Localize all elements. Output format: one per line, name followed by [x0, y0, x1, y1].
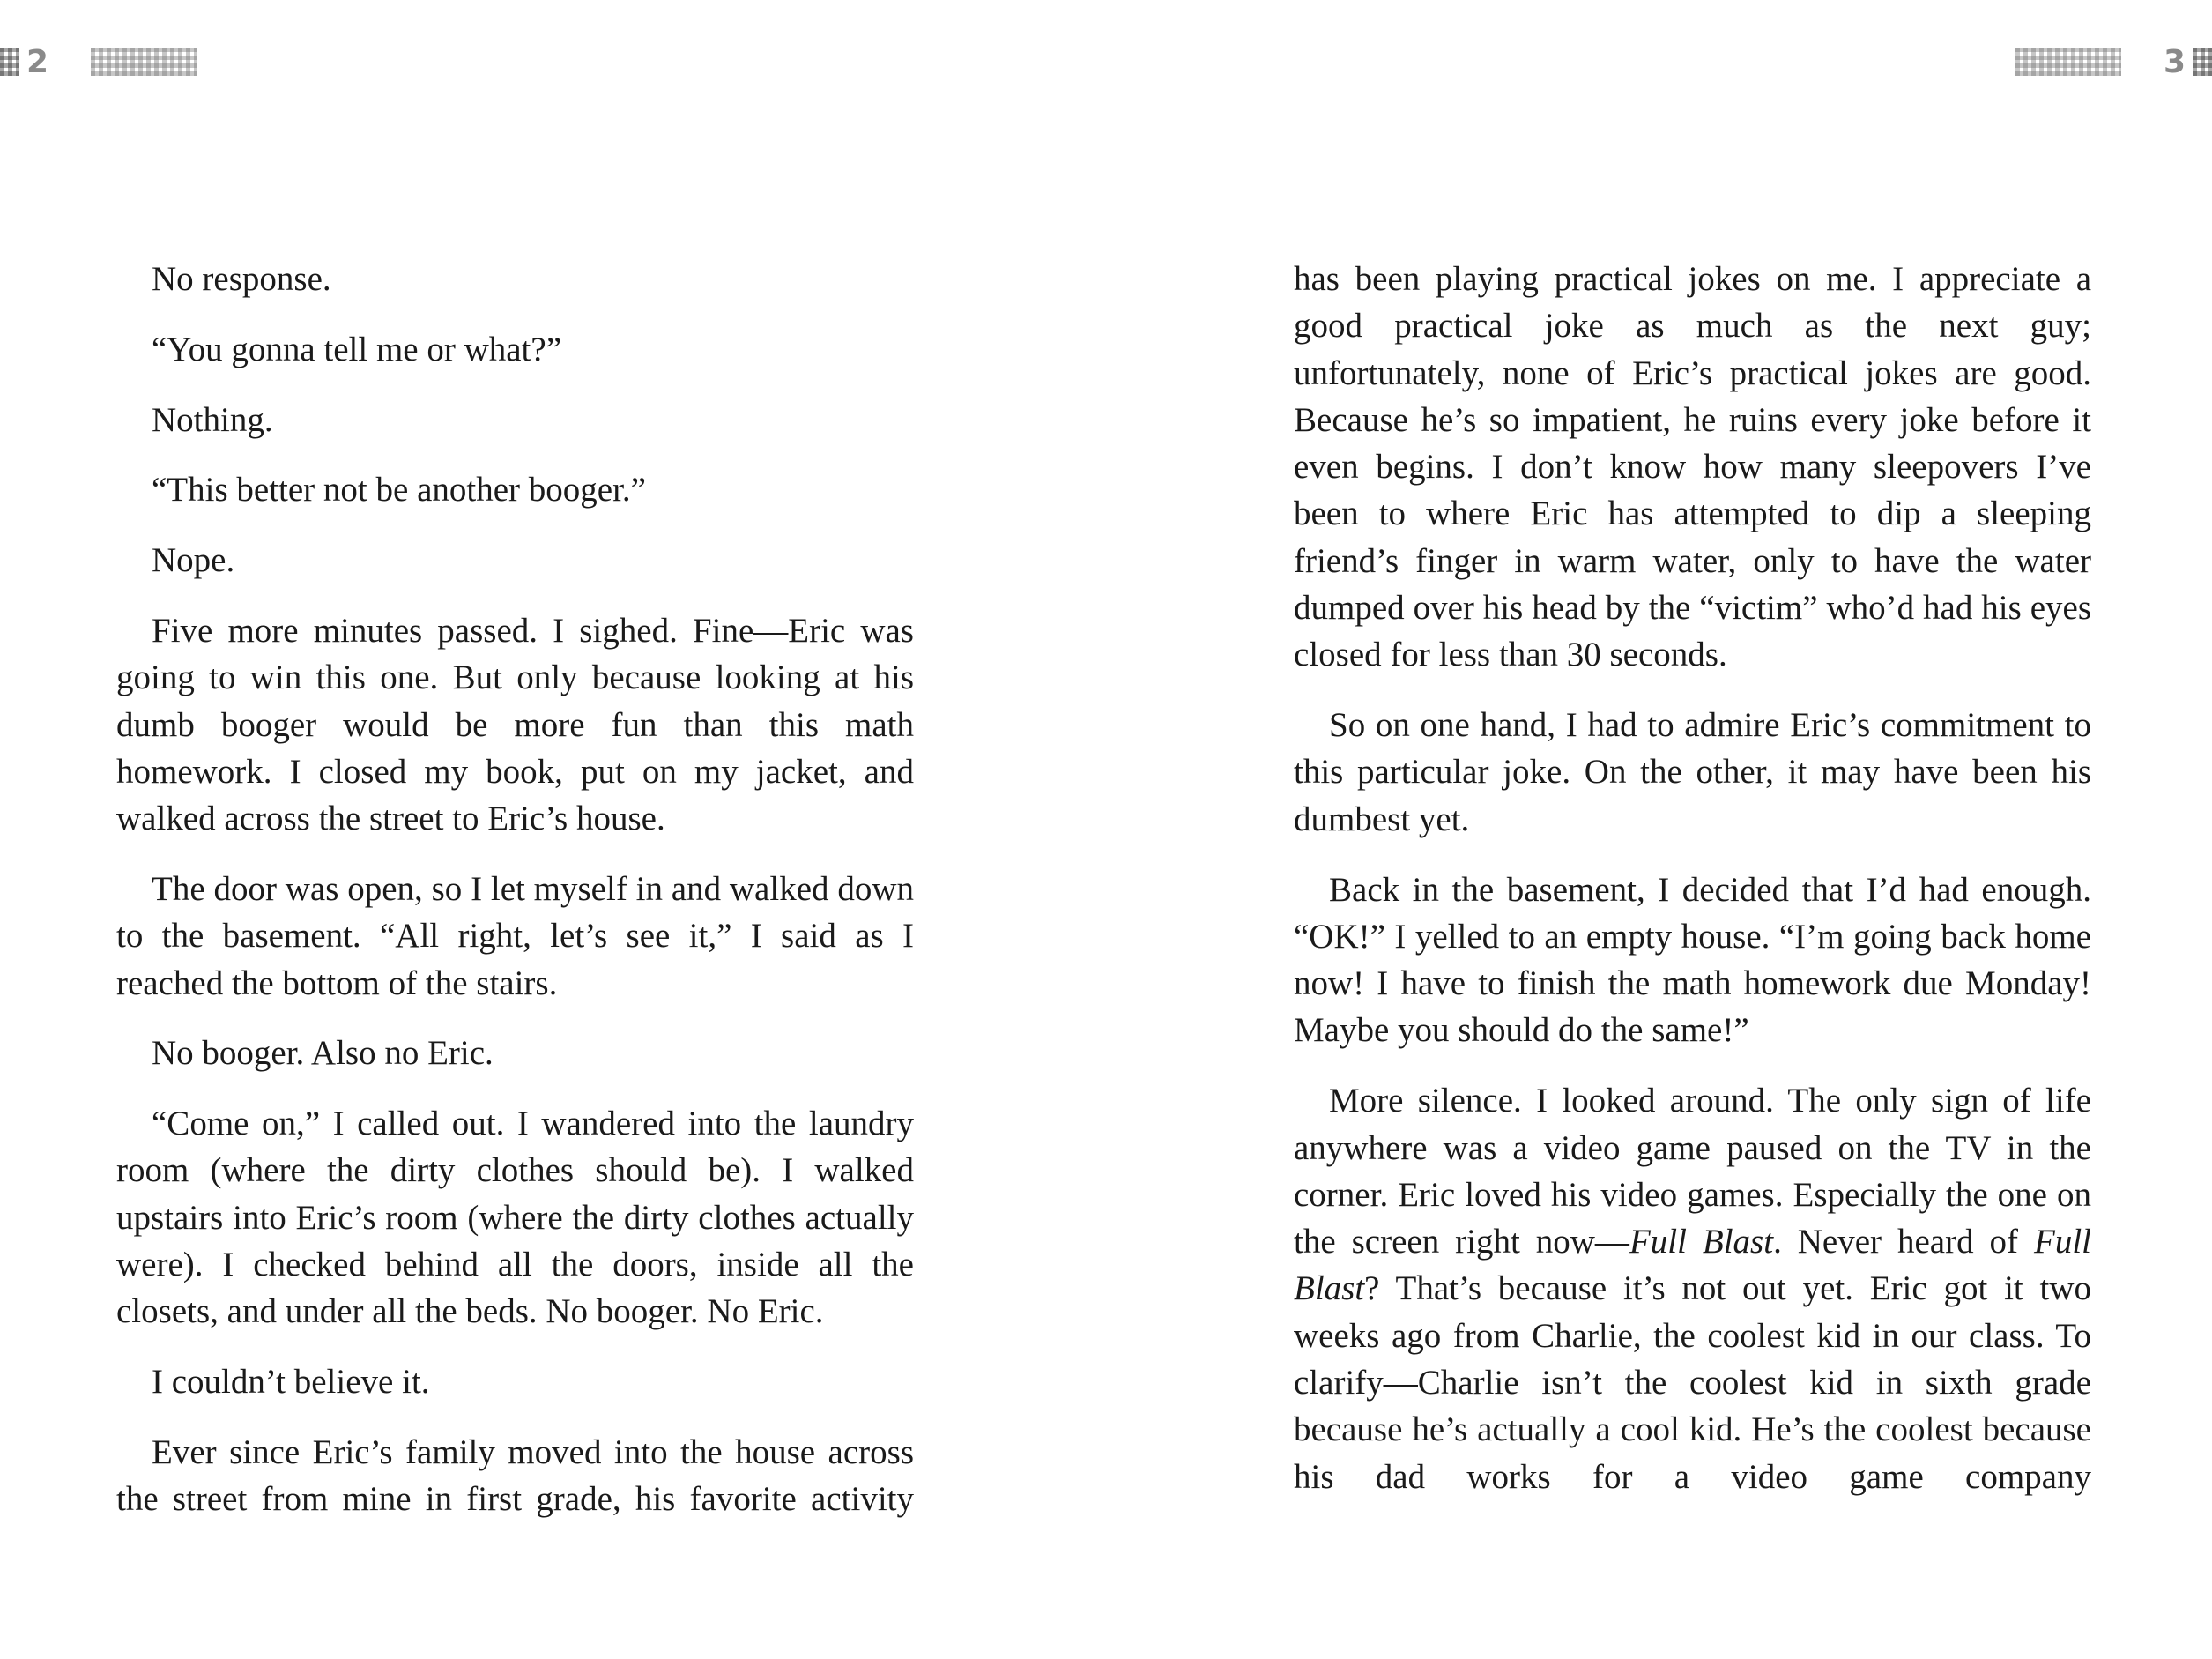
paragraph [1294, 1077, 2091, 1500]
left-page-body [116, 256, 914, 1523]
page-number-left: 2 [26, 43, 49, 80]
paragraph: Nope. [152, 541, 235, 580]
paragraph: Five more minutes passed. I sighed. Fine—Eric was going to win this one. But only because looking at his dumb booger would be more fun than this math homework. I closed my book, put on my jacket, and walked across the street to Eric’s house. [116, 611, 914, 838]
paragraph: So on one hand, I had to admire Eric’s commitment to this particular joke. On the other, it may have been his dumbest yet. [1294, 706, 2091, 838]
text-run: . Never heard of [1773, 1223, 2034, 1261]
paragraph: Nothing. [152, 400, 273, 439]
header-ornament [2193, 48, 2212, 76]
paragraph: Ever since Eric’s family moved into the house across the street from mine in first grade, his favorite activity [116, 1432, 914, 1519]
paragraph: has been playing practical jokes on me. I appreciate a good practical joke as much as the next guy; unfortunately, none of Eric’s practical jokes are good. Because he’s so impatient, he ruins every joke before it even begins. I don’t know how many sleepovers I’ve been to where Eric has attempted to dip a sleeping friend’s finger in warm water, only to have the water dumped over his head by the “victim” who’d had his eyes closed for less than 30 seconds. [1294, 260, 2091, 674]
right-page [1106, 0, 2212, 1659]
paragraph: “You gonna tell me or what?” [152, 330, 562, 368]
right-page-body [1294, 256, 2091, 1500]
right-page-header [2015, 42, 2212, 81]
text-run: ? That’s because it’s not out yet. Eric got it two weeks ago from Charlie, the coolest kid in our class. To clarify—Charlie isn’t the coolest kid in sixth grade because he’s actually a cool kid. He’s the coolest because his dad works for a video game company [1294, 1269, 2091, 1496]
paragraph: I couldn’t believe it. [152, 1363, 430, 1402]
paragraph: Back in the basement, I decided that I’d had enough. “OK!” I yelled to an empty house. “I’m going back home now! I have to finish the math homework due Monday! Maybe you should do the same!” [1294, 870, 2091, 1050]
running-head-ornament [2015, 48, 2121, 76]
paragraph: The door was open, so I let myself in and walked down to the basement. “All right, let’s see it,” I said as I reached the bottom of the stairs. [116, 869, 914, 1002]
left-page-header [0, 42, 197, 81]
running-head-ornament [91, 48, 197, 76]
book-title: Full Blast [1294, 1223, 2091, 1308]
header-ornament [0, 48, 19, 76]
paragraph: No response. [152, 260, 331, 298]
paragraph: “This better not be another booger.” [152, 471, 646, 510]
paragraph: “Come on,” I called out. I wandered into the laundry room (where the dirty clothes should be). I walked upstairs into Eric’s room (where the dirty clothes actually were). I checked behind all the doors, inside all the closets, and under all the beds. No booger. No Eric. [116, 1105, 914, 1331]
page-number-right: 3 [2163, 43, 2186, 80]
book-title: Full Blast [1629, 1223, 1774, 1261]
text-run: More silence. I looked around. The only sign of life anywhere was a video game paused on the TV in the corner. Eric loved his video games. Especially the one on the screen right now— [1294, 1082, 2091, 1261]
paragraph: No booger. Also no Eric. [152, 1034, 494, 1073]
